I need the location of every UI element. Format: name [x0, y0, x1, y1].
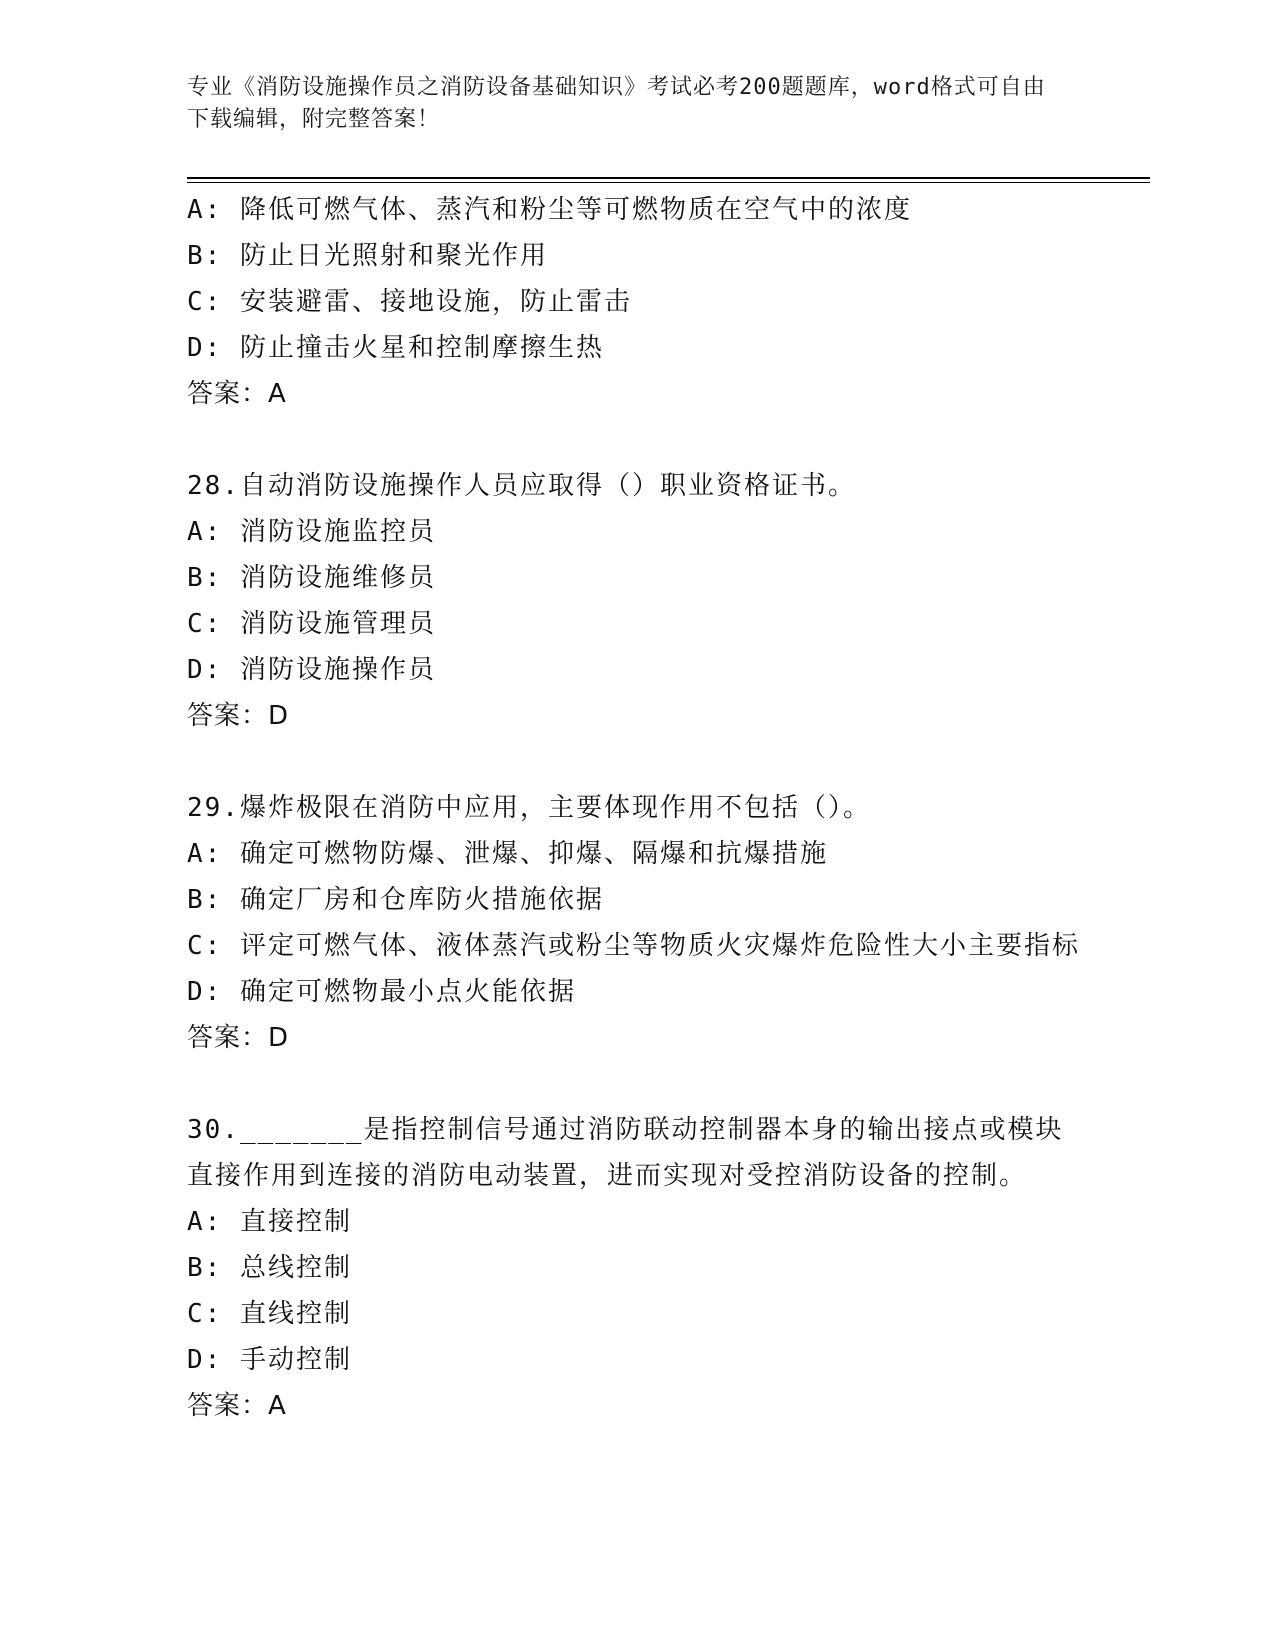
answer: 答案：D — [187, 1023, 290, 1053]
question-30 — [187, 1107, 1087, 1429]
option-a: A: 降低可燃气体、蒸汽和粉尘等可燃物质在空气中的浓度 — [187, 195, 912, 225]
answer: 答案：A — [187, 379, 287, 409]
option-b: B: 确定厂房和仓库防火措施依据 — [187, 885, 604, 915]
spacer — [187, 417, 1087, 463]
question-28 — [187, 463, 1087, 739]
answer: 答案：D — [187, 701, 290, 731]
option-d: D: 确定可燃物最小点火能依据 — [187, 977, 576, 1007]
question-29 — [187, 785, 1087, 1061]
option-b: B: 总线控制 — [187, 1253, 352, 1283]
document-header: 专业《消防设施操作员之消防设备基础知识》考试必考200题题库，word格式可自由下载编辑，附完整答案！ — [187, 75, 1046, 132]
option-a: A: 直接控制 — [187, 1207, 352, 1237]
question-stem: 28.自动消防设施操作人员应取得（）职业资格证书。 — [187, 471, 856, 501]
option-c: C: 评定可燃气体、液体蒸汽或粉尘等物质火灾爆炸危险性大小主要指标 — [187, 931, 1080, 961]
question-stem: 29.爆炸极限在消防中应用，主要体现作用不包括（）。 — [187, 793, 871, 823]
option-d: D: 手动控制 — [187, 1345, 352, 1375]
option-c: C: 安装避雷、接地设施，防止雷击 — [187, 287, 632, 317]
option-a: A: 消防设施监控员 — [187, 517, 436, 547]
question-list — [187, 187, 1087, 1429]
answer: 答案：A — [187, 1391, 287, 1421]
option-d: D: 防止撞击火星和控制摩擦生热 — [187, 333, 604, 363]
header-rule-thin — [187, 182, 1150, 183]
spacer — [187, 739, 1087, 785]
option-a: A: 确定可燃物防爆、泄爆、抑爆、隔爆和抗爆措施 — [187, 839, 828, 869]
spacer — [187, 1061, 1087, 1107]
option-b: B: 消防设施维修员 — [187, 563, 436, 593]
question-27-continued — [187, 187, 1087, 417]
option-c: C: 直线控制 — [187, 1299, 352, 1329]
option-d: D: 消防设施操作员 — [187, 655, 436, 685]
option-c: C: 消防设施管理员 — [187, 609, 436, 639]
option-b: B: 防止日光照射和聚光作用 — [187, 241, 548, 271]
question-stem: 30._______是指控制信号通过消防联动控制器本身的输出接点或模块直接作用到连接的消防电动装置，进而实现对受控消防设备的控制。 — [187, 1115, 1064, 1191]
header-rule-thick — [187, 177, 1150, 179]
